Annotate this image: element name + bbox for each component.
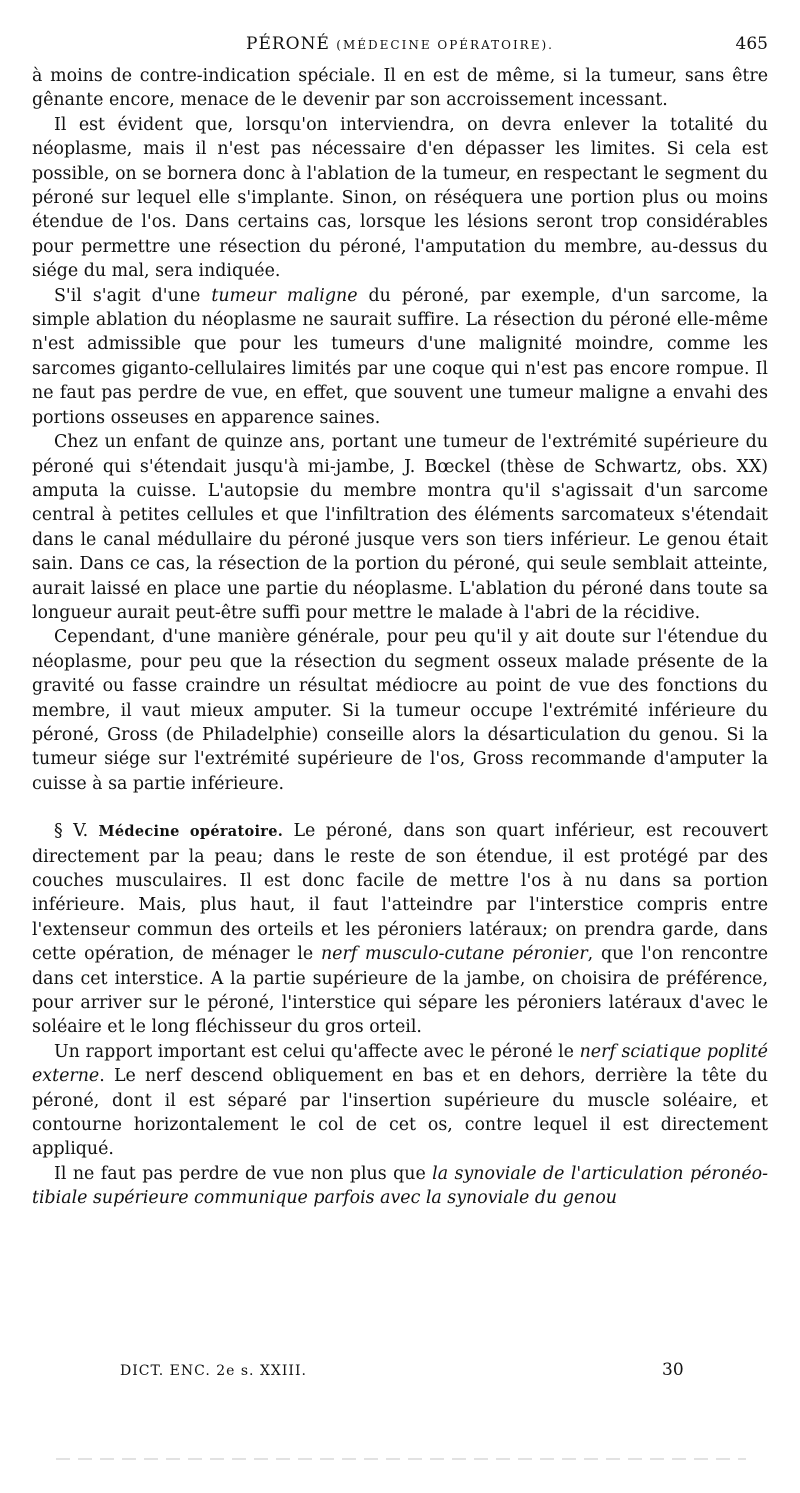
sheet-number: 30 xyxy=(662,1360,684,1380)
paragraph-7-emphasis: nerf sciatique poplité externe xyxy=(32,1041,768,1087)
section-v-paragraph xyxy=(32,819,768,1040)
paragraph-3-lead: S'il s'agit d'une xyxy=(54,285,212,306)
paragraph-7-lead: Un rapport important est celui qu'affecte avec le péroné le xyxy=(54,1041,580,1062)
running-title xyxy=(32,34,768,54)
page-number: 465 xyxy=(735,34,768,54)
paragraph-6-emphasis: nerf musculo-cutane péronier xyxy=(320,944,588,965)
bleed-through-line xyxy=(56,1458,746,1460)
paragraph-7 xyxy=(32,1040,768,1162)
paragraph-4: Chez un enfant de quinze ans, portant une tumeur de l'extrémité supérieure du péroné qui s'étendait jusqu'à mi-jambe, J. Bœckel (thèse de Schwartz, obs. XX) amputa la cuisse. L'autopsie du membre montra qu'il s'agissait d'un sarcome central à petites cellules et que l'infiltration des éléments sarcomateux s'étendait dans le canal médullaire du péroné jusque vers son tiers inférieur. Le genou était sain. Dans ce cas, la résection de la portion du péroné, qui seule semblait atteinte, aurait laissé en place une partie du néoplasme. L'ablation du péroné dans toute sa longueur aurait peut-être suffi pour mettre le malade à l'abri de la récidive. xyxy=(32,432,768,623)
section-mark: § V. xyxy=(54,821,89,842)
paragraph-2: Il est évident que, lorsqu'on interviendra, on devra enlever la totalité du néoplasme, mais il n'est pas nécessaire d'en dépasser les limites. Si cela est possible, on se bornera donc à l'ablation de la tumeur, en respectant le segment du péroné sur lequel elle s'implante. Sinon, on réséquera une portion plus ou moins étendue de l'os. Dans certains cas, lorsque les lésions seront trop considérables pour permettre une résection du péroné, l'amputation du membre, au-dessus du siége du mal, sera indiquée. xyxy=(32,114,768,282)
page-footer xyxy=(32,1360,768,1384)
body-text xyxy=(32,64,768,1211)
signature-mark: DICT. ENC. 2e s. XXIII. xyxy=(120,1363,307,1379)
paragraph-8-lead: Il ne faut pas perdre de vue non plus que xyxy=(54,1163,433,1184)
paragraph-8 xyxy=(32,1162,768,1211)
paragraph-3-rest: du péroné, par exemple, d'un sarcome, la simple ablation du néoplasme ne saurait suffire. La résection du péroné elle-même n'est admissible que pour les tumeurs d'une malignité moindre, comme les sarcomes giganto-cellulaires limités par une coque qui n'est pas encore rompue. Il ne faut pas perdre de vue, en effet, que souvent une tumeur maligne a envahi des portions osseuses en apparence saines. xyxy=(32,285,769,428)
paragraph-7-rest: . Le nerf descend obliquement en bas et en dehors, derrière la tête du péroné, dont il est séparé par l'insertion supérieure du muscle soléaire, et contourne horizontalement le col de cet os, contre lequel il est directement appliqué. xyxy=(32,1066,768,1160)
paragraph-3-emphasis: tumeur maligne xyxy=(211,285,358,306)
section-title: Médecine opératoire. xyxy=(98,823,284,841)
paragraph-1: à moins de contre-indication spéciale. Il en est de même, si la tumeur, sans être gênante encore, menace de le devenir par son accroissement incessant. xyxy=(32,66,768,111)
running-title-sub: (MÉDECINE OPÉRATOIRE). xyxy=(336,38,554,52)
paragraph-8-emphasis: la synoviale de l'articulation péronéo-tibiale supérieure communique parfois avec la synoviale du genou xyxy=(32,1163,768,1209)
running-head xyxy=(32,34,768,56)
paragraph-5: Cependant, d'une manière générale, pour peu qu'il y ait doute sur l'étendue du néoplasme, pour peu que la résection du segment osseux malade présente de la gravité ou fasse craindre un résultat médiocre au point de vue des fonctions du membre, il vaut mieux amputer. Si la tumeur occupe l'extrémité inférieure du péroné, Gross (de Philadelphie) conseille alors la désarticulation du genou. Si la tumeur siége sur l'extrémité supérieure de l'os, Gross recommande d'amputer la cuisse à sa partie inférieure. xyxy=(32,627,768,794)
paragraph-6-lead: Le péroné, dans son quart inférieur, est recouvert directement par la peau; dans le reste de son étendue, il est protégé par des couches musculaires. Il est donc facile de mettre l'os à nu dans sa portion inférieure. Mais, plus haut, il faut l'atteindre par l'interstice compris entre l'extenseur commun des orteils et les péroniers latéraux; on prendra garde, dans cette opération, de ménager le xyxy=(32,821,768,965)
paragraph-3 xyxy=(32,284,768,430)
running-title-main: PÉRONÉ xyxy=(246,34,330,54)
paragraph-6-rest: , que l'on rencontre dans cet interstice. A la partie supérieure de la jambe, on choisira de préférence, pour arriver sur le péroné, l'interstice qui sépare les péroniers latéraux d'avec le soléaire et le long fléchisseur du gros orteil. xyxy=(32,944,769,1038)
